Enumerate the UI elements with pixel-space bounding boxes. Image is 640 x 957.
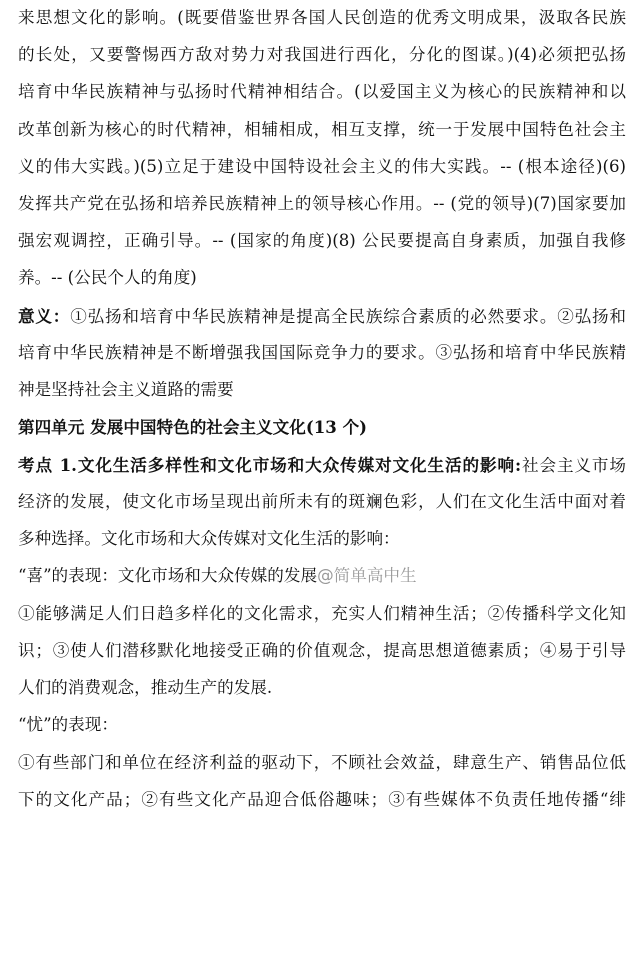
text-line: 发挥共产党在弘扬和培养民族精神上的领导核心作用。-- (党的领导)(7)国家要加 (18, 194, 626, 213)
significance-label: 意义： (18, 306, 71, 326)
text-line: 人们的消费观念，推动生产的发展. (18, 678, 273, 697)
text-line: 的长处，又要警惕西方敌对势力对我国进行西化，分化的图谋。)(4)必须把弘扬 (18, 45, 626, 64)
significance-line (18, 301, 626, 331)
text-line: 识；③使人们潜移默化地接受正确的价值观念，提高思想道德素质；④易于引导 (18, 641, 626, 660)
text-line: 培育中华民族精神是不断增强我国国际竞争力的要求。③弘扬和培育中华民族精 (18, 343, 626, 362)
text-line: 来思想文化的影响。(既要借鉴世界各国人民创造的优秀文明成果，汲取各民族 (18, 8, 626, 27)
significance-text: ①弘扬和培育中华民族精神是提高全民族综合素质的必然要求。②弘扬和 (70, 307, 626, 326)
text-line: ①能够满足人们日趋多样化的文化需求，充实人们精神生活；②传播科学文化知 (18, 604, 626, 623)
key-point-label: 考点 1.文化生活多样性和文化市场和大众传媒对文化生活的影响: (18, 455, 522, 475)
text-line: 培育中华民族精神与弘扬时代精神相结合。(以爱国主义为核心的民族精神和以 (18, 82, 626, 101)
unit-heading: 第四单元 发展中国特色的社会主义文化(13 个) (18, 417, 368, 437)
key-point-line (18, 450, 626, 480)
watermark: @简单高中生 (317, 566, 417, 585)
joy-heading: “喜”的表现：文化市场和大众传媒的发展 (18, 566, 318, 585)
text-line: 义的伟大实践。)(5)立足于建设中国特设社会主义的伟大实践。-- (根本途径)(6) (18, 157, 626, 176)
text-line: 改革创新为核心的时代精神，相辅相成，相互支撑，统一于发展中国特色社会主 (18, 120, 626, 139)
key-point-text: 社会主义市场 (521, 456, 626, 475)
text-line: 下的文化产品；②有些文化产品迎合低俗趣味；③有些媒体不负责任地传播“绯 (18, 790, 626, 809)
text-line: 神是坚持社会主义道路的需要 (18, 380, 234, 399)
text-line: 经济的发展，使文化市场呈现出前所未有的斑斓色彩，人们在文化生活中面对着 (18, 492, 626, 511)
text-line: 多种选择。文化市场和大众传媒对文化生活的影响： (18, 529, 400, 548)
text-line: 强宏观调控，正确引导。-- (国家的角度)(8) 公民要提高自身素质，加强自我修 (18, 231, 626, 250)
joy-heading-line (18, 561, 626, 591)
worry-heading: “忧”的表现： (18, 715, 118, 734)
text-line: ①有些部门和单位在经济利益的驱动下，不顾社会效益，肆意生产、销售品位低 (18, 753, 626, 772)
text-line: 养。-- (公民个人的角度) (18, 268, 197, 287)
